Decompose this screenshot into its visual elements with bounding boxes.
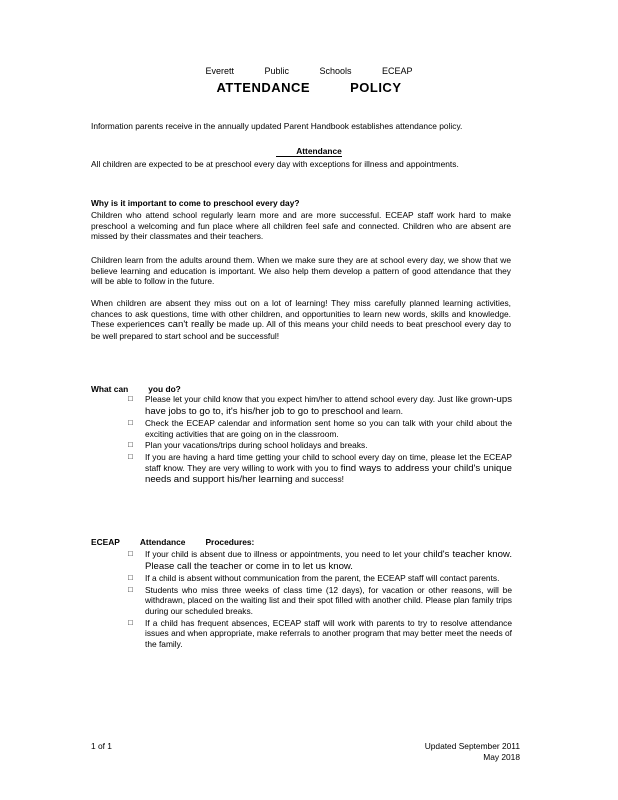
list-item: □ If a child has frequent absences, ECEAP staff will work with parents to try to resolve attendance issues and when appropriate, make referrals to another program that may better meet the needs of the family.	[128, 617, 512, 649]
document-title	[0, 80, 618, 95]
checkbox-bullet-icon: □	[128, 617, 133, 627]
why-paragraph-1: Children who attend school regularly learn more and are more successful. ECEAP staff work hard to make preschool a welcoming and fun place where all children feel safe and connected. Children who are absent are missed by their classmates and their teachers.	[91, 210, 511, 242]
checkbox-bullet-icon: □	[128, 573, 133, 583]
org-header: Everett Public Schools ECEAP	[205, 66, 413, 76]
checkbox-bullet-icon: □	[128, 584, 133, 594]
list-item: □ Students who miss three weeks of class time (12 days), for vacation or other reasons, will be withdrawn, placed on the waiting list and their spot filled with another child. Please plan family trips during our scheduled breaks.	[128, 584, 512, 616]
checkbox-bullet-icon: □	[128, 394, 133, 403]
why-heading: Why is it important to come to preschool every day?	[91, 198, 300, 208]
intro-paragraph: Information parents receive in the annually updated Parent Handbook establishes attendance policy.	[91, 121, 463, 131]
list-item: □ Plan your vacations/trips during school holidays and breaks.	[128, 440, 368, 451]
checkbox-bullet-icon: □	[128, 418, 133, 428]
procedures-list	[128, 549, 512, 650]
why-paragraph-2: Children learn from the adults around them. When we make sure they are at school every day, we show that we believe learning and education is important. We also help them develop a pattern of good attendance that they will be able to follow in the future.	[91, 255, 511, 287]
why-paragraph-3: When children are absent they miss out on a lot of learning! They miss carefully planned learning activities, chances to ask questions, time with other children, and opportunities to learn new words, skills and knowledge. These experiences can't really be made up. All of this means your child needs to beat preschool every day to be well prepared to start school and be successful!	[91, 298, 511, 341]
checkbox-bullet-icon: □	[128, 549, 133, 558]
title-attendance: ATTENDANCE	[216, 80, 311, 95]
updated-dates: Updated September 2011 May 2018	[424, 741, 520, 762]
list-item: □ If you are having a hard time getting your child to school every day on time, please let the ECEAP staff know. They are very willing to work with you to find ways to address your child's unique needs and support his/her learning and success!	[128, 451, 512, 486]
checkbox-bullet-icon: □	[128, 440, 133, 450]
what-list	[128, 394, 512, 487]
title-policy: POLICY	[350, 80, 402, 95]
attendance-paragraph: All children are expected to be at preschool every day with exceptions for illness and appointments.	[91, 159, 459, 169]
procedures-heading: ECEAP Attendance Procedures:	[91, 537, 255, 547]
list-item: □ Please let your child know that you expect him/her to attend school every day. Just like grown-ups have jobs to go to, it's his/her job to go to preschool and learn.	[128, 394, 512, 417]
list-item: □ If a child is absent without communication from the parent, the ECEAP staff will contact parents.	[128, 573, 500, 584]
list-item: □ If your child is absent due to illness or appointments, you need to let your child's teacher know. Please call the teacher or come in to let us know.	[128, 549, 512, 572]
list-item: □ Check the ECEAP calendar and information sent home so you can talk with your child about the exciting activities that are going on in the classroom.	[128, 418, 512, 439]
checkbox-bullet-icon: □	[128, 451, 133, 461]
page-number: 1 of 1	[91, 741, 112, 751]
what-heading: What can you do?	[91, 384, 181, 394]
attendance-subheading: Attendance	[0, 146, 618, 157]
